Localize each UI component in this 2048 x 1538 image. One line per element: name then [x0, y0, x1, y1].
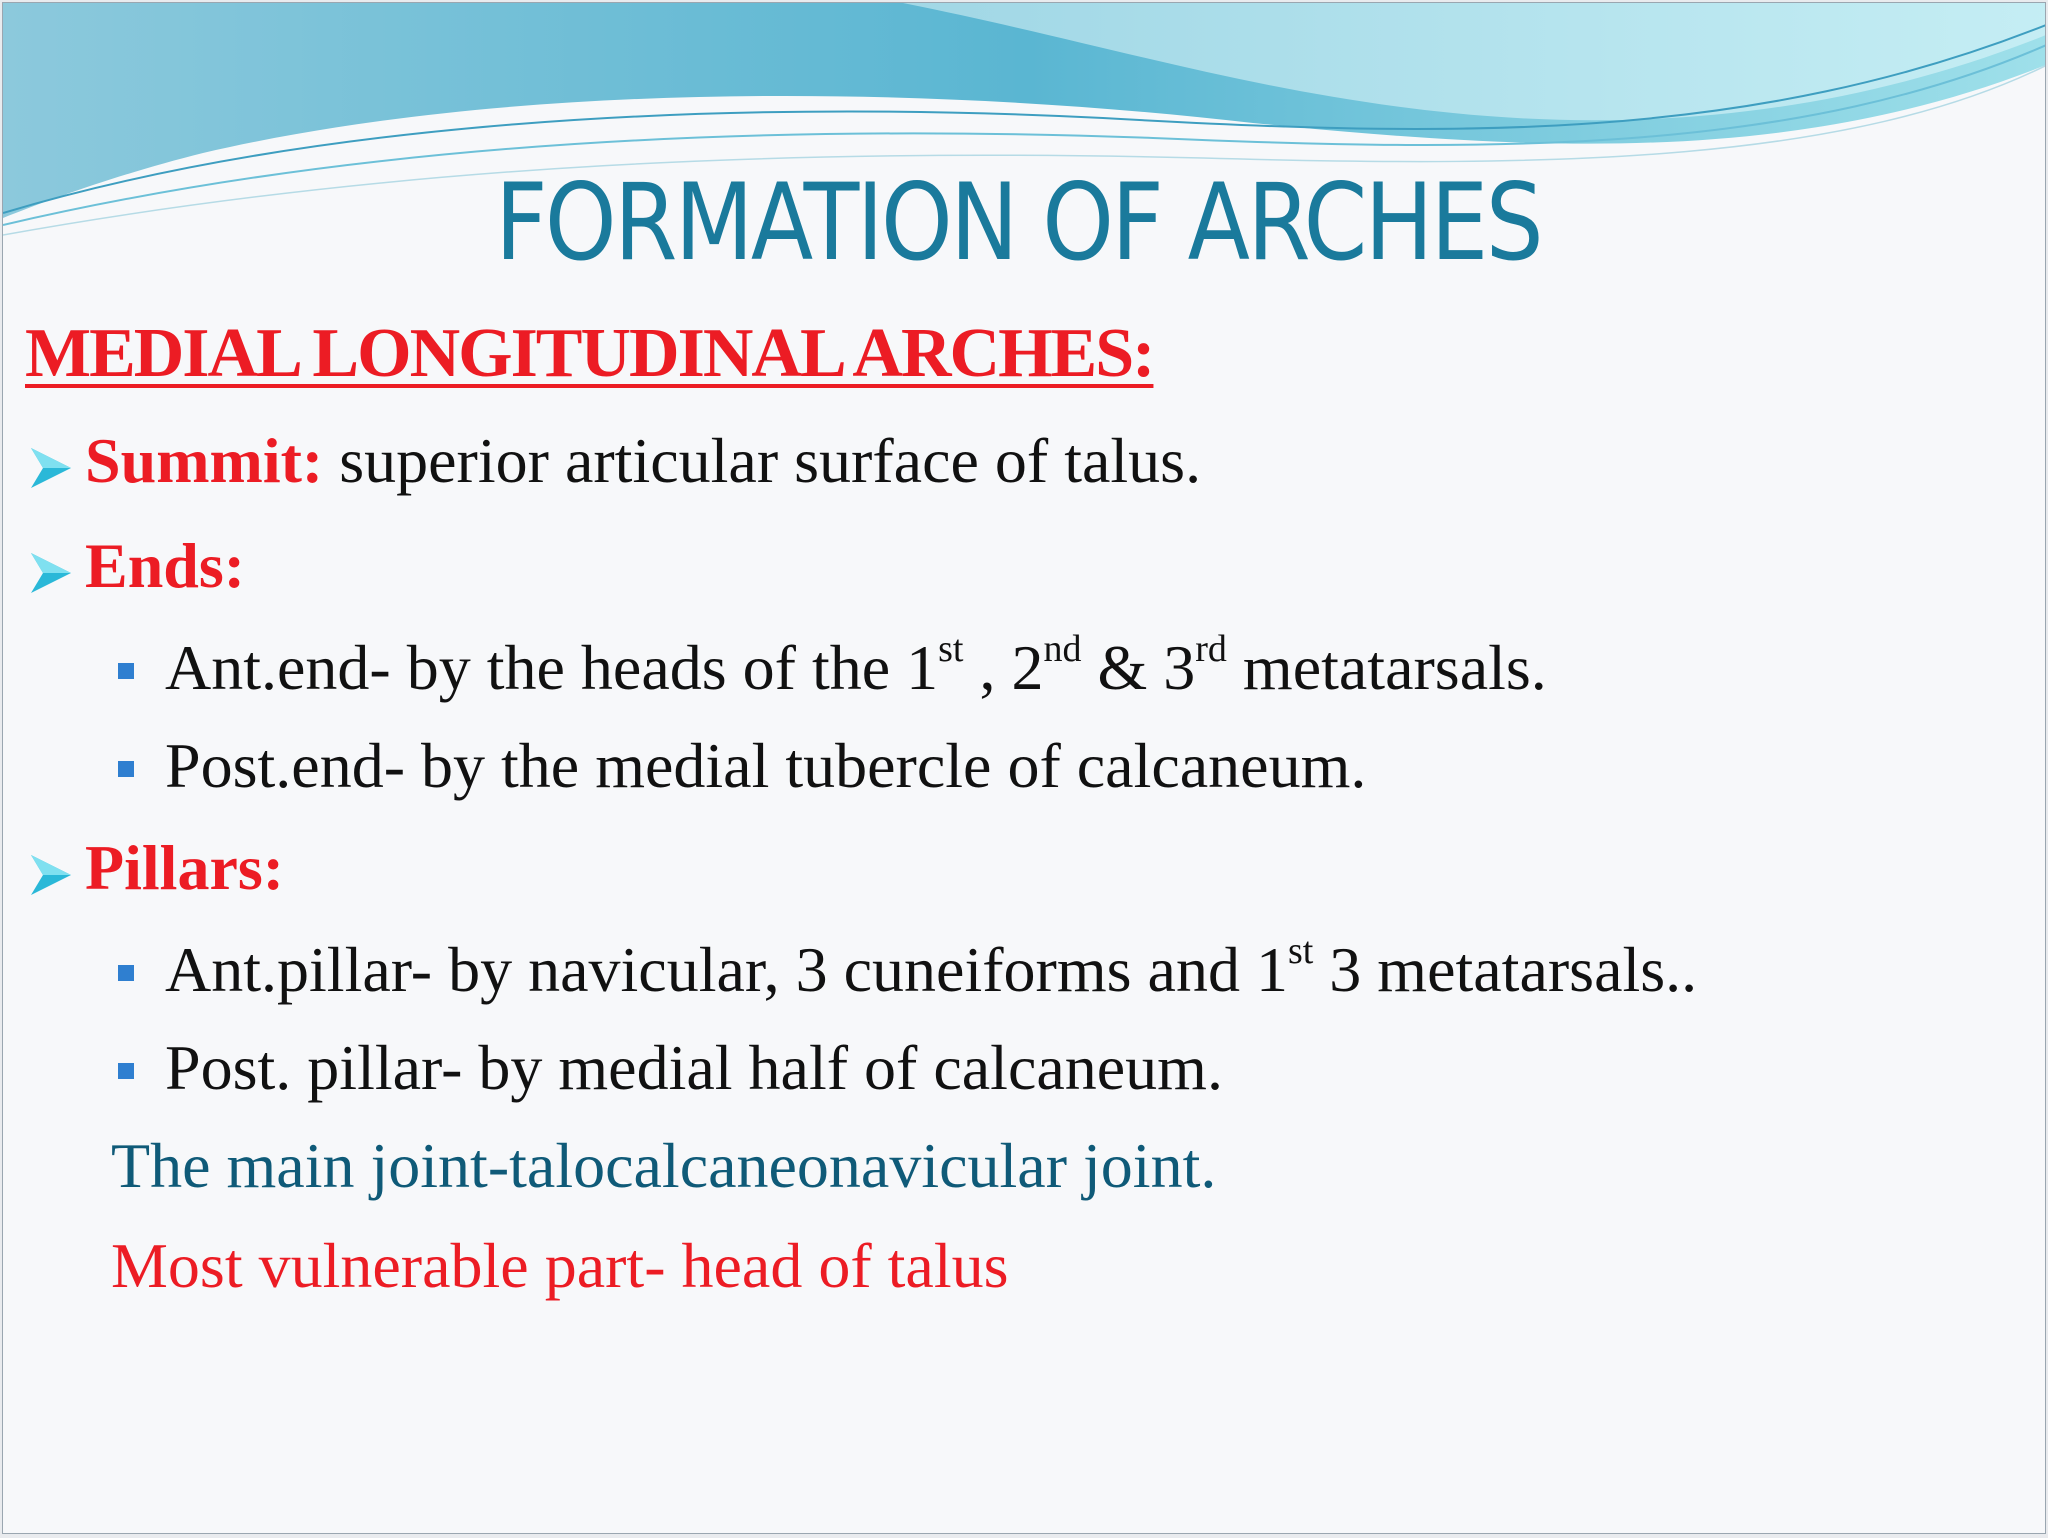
slide-title: FORMATION OF ARCHES: [495, 161, 1542, 284]
summit-text: superior articular surface of talus.: [323, 425, 1202, 496]
square-bullet-icon: [118, 1063, 134, 1079]
square-bullet-icon: [118, 965, 134, 981]
post-end-text: Post.end- by the medial tubercle of calcaneum.: [165, 730, 1367, 801]
arrowhead-bullet-icon: [27, 444, 75, 492]
slide: FORMATION OF ARCHES MEDIAL LONGITUDINAL ARCHES: Summit: superior articular surface of talus. Ends: Ant.end- by the heads of the 1st , 2nd & 3rd metatarsals. Post.end- by the medial tubercle of calcaneum. Pillars: Ant.pillar- by navicular, 3 cuneiforms and 1st 3 metatarsals.. Post. pillar- by medial half of calcaneum. The main joint-talocalcaneonavicular joint. Most vulnerable part- head of talus: [2, 2, 2046, 1534]
square-bullet-icon: [118, 761, 134, 777]
ends-label: Ends:: [85, 530, 246, 601]
main-joint-note: The main joint-talocalcaneonavicular joint.: [111, 1130, 1217, 1201]
vulnerable-part-note: Most vulnerable part- head of talus: [111, 1230, 1009, 1301]
section-heading: MEDIAL LONGITUDINAL ARCHES:: [25, 315, 1154, 392]
pillars-label: Pillars:: [85, 832, 285, 903]
summit-label: Summit:: [85, 425, 324, 496]
arrowhead-bullet-icon: [27, 851, 75, 899]
arrowhead-bullet-icon: [27, 549, 75, 597]
square-bullet-icon: [118, 663, 134, 679]
post-pillar-text: Post. pillar- by medial half of calcaneum.: [165, 1032, 1223, 1103]
